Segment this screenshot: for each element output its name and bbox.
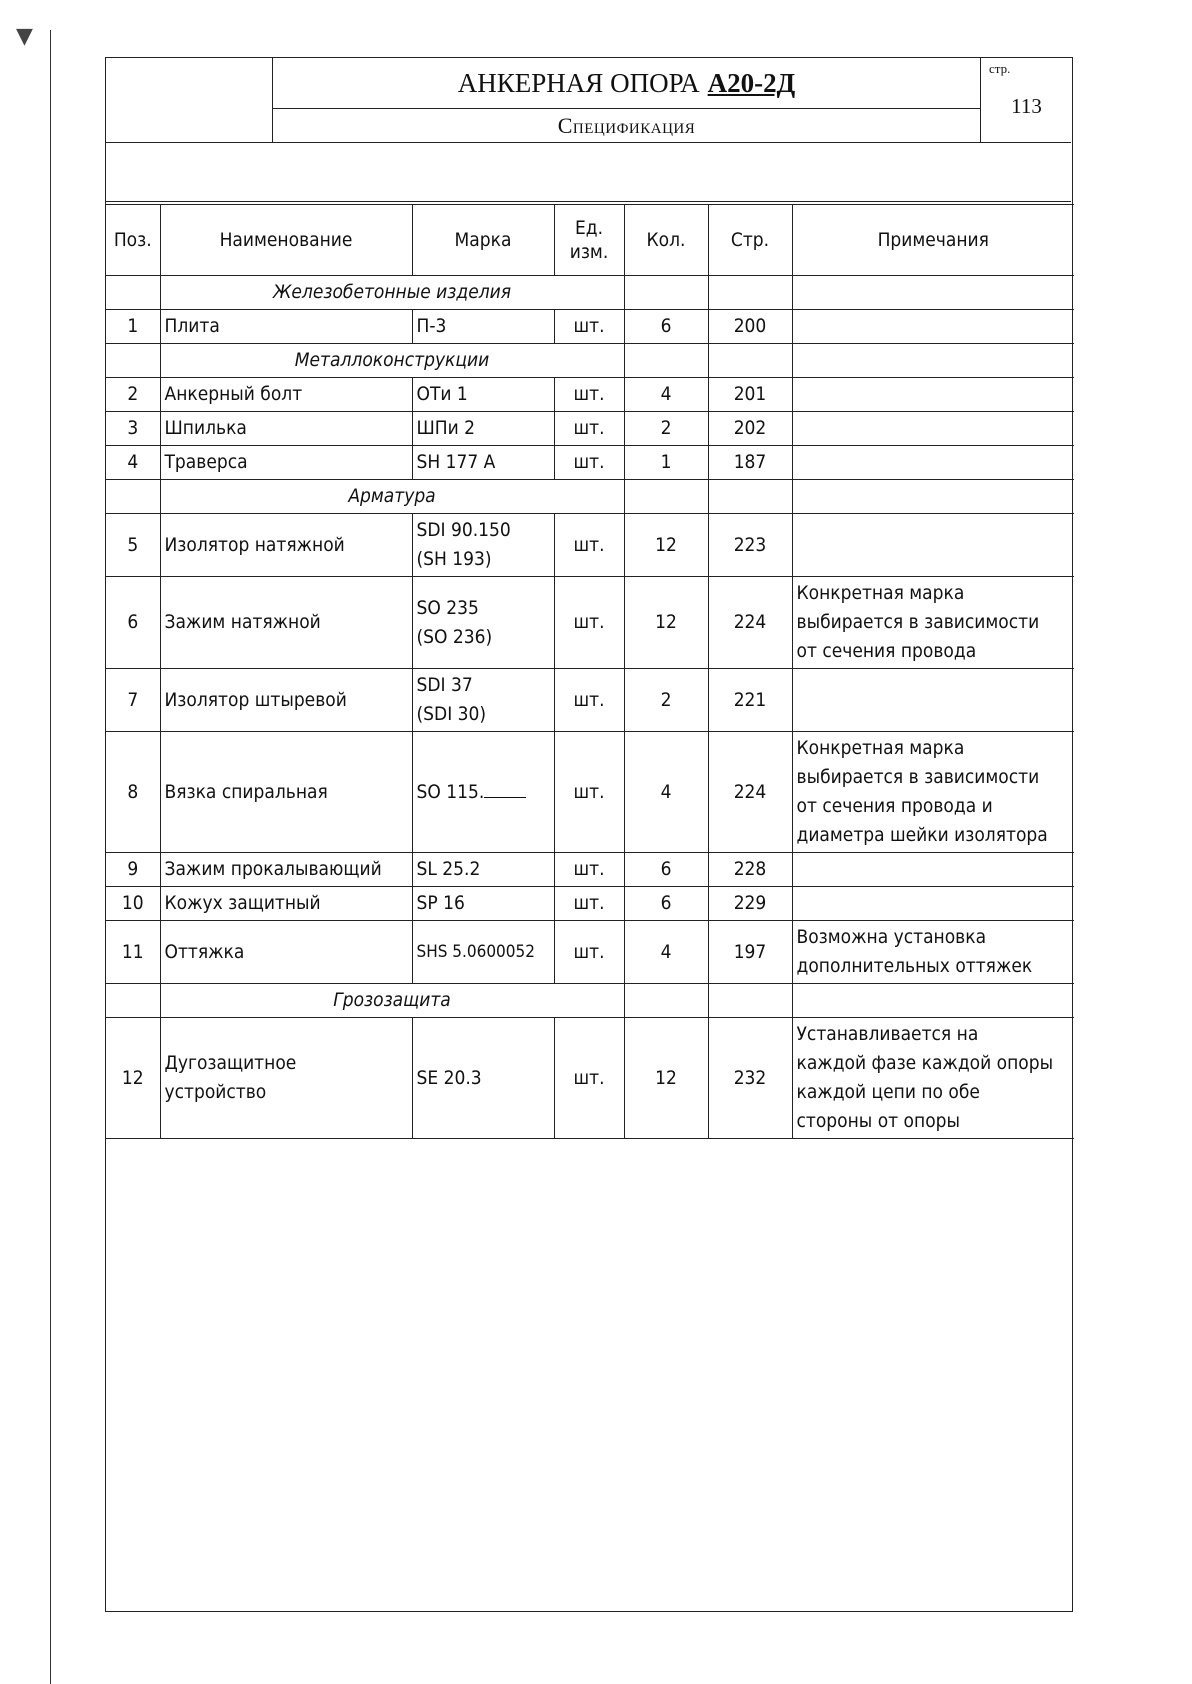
cell-mark: ШПи 2 [412,412,554,446]
cell-unit: шт. [554,577,624,669]
cell-qty: 6 [624,853,708,887]
cell-unit: шт. [554,853,624,887]
table-row [106,853,1074,887]
document-title [273,58,980,109]
cell-page: 200 [708,310,792,344]
cell-note: Возможна установка дополнительных оттяжек [792,921,1074,984]
cell-mark: SDI 90.150 (SH 193) [412,514,554,577]
cell-qty: 1 [624,446,708,480]
page-label: стр. [989,61,1011,76]
cell-pos: 4 [106,446,160,480]
section-row [106,344,1074,378]
cell-note [792,378,1074,412]
cell-pos: 9 [106,853,160,887]
table-row [106,412,1074,446]
cell-mark [412,732,554,853]
page-number: 113 [1011,94,1042,118]
cell-name: Вязка спиральная [160,732,412,853]
cell-page: 187 [708,446,792,480]
support-code: А20-2Д [707,67,796,98]
cell-name: Шпилька [160,412,412,446]
cell-note [792,669,1074,732]
cell-page: 232 [708,1018,792,1139]
cell-qty: 12 [624,514,708,577]
cell-page: 221 [708,669,792,732]
col-header-name: Наименование [160,205,412,276]
cell-mark: SH 177 A [412,446,554,480]
cell-page: 228 [708,853,792,887]
cell-page: 202 [708,412,792,446]
cell-page: 201 [708,378,792,412]
cell-qty: 6 [624,310,708,344]
title-block [106,58,1071,143]
section-row [106,984,1074,1018]
cell-qty: 2 [624,669,708,732]
cell-qty: 12 [624,577,708,669]
cell-note [792,412,1074,446]
cell-note [792,310,1074,344]
cell-page: 224 [708,577,792,669]
table-row [106,732,1074,853]
document-subtitle: Спецификация [557,112,696,138]
cell-name: Зажим прокалывающий [160,853,412,887]
cell-qty: 2 [624,412,708,446]
cell-note: Конкретная марка выбирается в зависимости от сечения провода и диаметра шейки изолятора [792,732,1074,853]
cell-qty: 4 [624,921,708,984]
cell-name: Кожух защитный [160,887,412,921]
cell-note: Устанавливается на каждой фазе каждой опоры каждой цепи по обе стороны от опоры [792,1018,1074,1139]
cell-name: Изолятор натяжной [160,514,412,577]
cell-note [792,514,1074,577]
cell-pos: 3 [106,412,160,446]
document-title-text: АНКЕРНАЯ ОПОРА [457,67,700,98]
cell-name: Зажим натяжной [160,577,412,669]
cell-unit: шт. [554,887,624,921]
col-header-note: Примечания [792,205,1074,276]
section-title: Арматура [160,480,624,514]
page-number-cell [980,58,1072,142]
section-row [106,276,1074,310]
cell-name: Дугозащитное устройство [160,1018,412,1139]
cell-page: 197 [708,921,792,984]
section-title: Железобетонные изделия [160,276,624,310]
title-block-blank-cell [106,58,273,142]
title-block-empty-row [106,142,1071,202]
cell-pos: 11 [106,921,160,984]
cell-page: 223 [708,514,792,577]
cell-pos: 6 [106,577,160,669]
cell-mark: П-3 [412,310,554,344]
binder-corner-icon: ▼ [16,24,33,49]
cell-page: 229 [708,887,792,921]
col-header-page: Стр. [708,205,792,276]
cell-mark: SP 16 [412,887,554,921]
cell-note: Конкретная марка выбирается в зависимости от сечения провода [792,577,1074,669]
col-header-qty: Кол. [624,205,708,276]
cell-pos: 5 [106,514,160,577]
binding-margin-line [50,30,51,1684]
cell-name: Анкерный болт [160,378,412,412]
cell-pos: 8 [106,732,160,853]
table-row [106,514,1074,577]
specification-table [106,204,1074,1139]
cell-mark: SDI 37 (SDI 30) [412,669,554,732]
cell-name: Траверса [160,446,412,480]
col-header-unit: Ед. изм. [554,205,624,276]
cell-qty: 4 [624,732,708,853]
cell-unit: шт. [554,310,624,344]
cell-note [792,853,1074,887]
table-row [106,1018,1074,1139]
section-row [106,480,1074,514]
section-title: Грозозащита [160,984,624,1018]
cell-qty: 4 [624,378,708,412]
cell-unit: шт. [554,669,624,732]
table-row [106,310,1074,344]
cell-name: Плита [160,310,412,344]
cell-unit: шт. [554,732,624,853]
col-header-pos: Поз. [106,205,160,276]
cell-unit: шт. [554,378,624,412]
table-row [106,577,1074,669]
cell-unit: шт. [554,921,624,984]
cell-mark-text: SO 115. [416,780,485,803]
cell-mark: SL 25.2 [412,853,554,887]
table-row [106,921,1074,984]
cell-page: 224 [708,732,792,853]
cell-qty: 6 [624,887,708,921]
cell-unit: шт. [554,446,624,480]
cell-mark: ОТи 1 [412,378,554,412]
cell-qty: 12 [624,1018,708,1139]
mark-blank-line [484,779,526,798]
cell-name: Изолятор штыревой [160,669,412,732]
cell-mark: SHS 5.0600052 [412,921,554,984]
cell-mark: SO 235 (SO 236) [412,577,554,669]
table-row [106,378,1074,412]
cell-pos: 7 [106,669,160,732]
table-row [106,446,1074,480]
cell-pos: 12 [106,1018,160,1139]
cell-unit: шт. [554,1018,624,1139]
cell-pos: 10 [106,887,160,921]
cell-note [792,887,1074,921]
table-row [106,887,1074,921]
section-title: Металлоконструкции [160,344,624,378]
cell-note [792,446,1074,480]
cell-mark: SE 20.3 [412,1018,554,1139]
drawing-frame [105,57,1073,1612]
col-header-mark: Марка [412,205,554,276]
cell-name: Оттяжка [160,921,412,984]
table-header-row [106,205,1074,276]
table-row [106,669,1074,732]
cell-unit: шт. [554,514,624,577]
cell-pos: 2 [106,378,160,412]
cell-unit: шт. [554,412,624,446]
cell-pos: 1 [106,310,160,344]
